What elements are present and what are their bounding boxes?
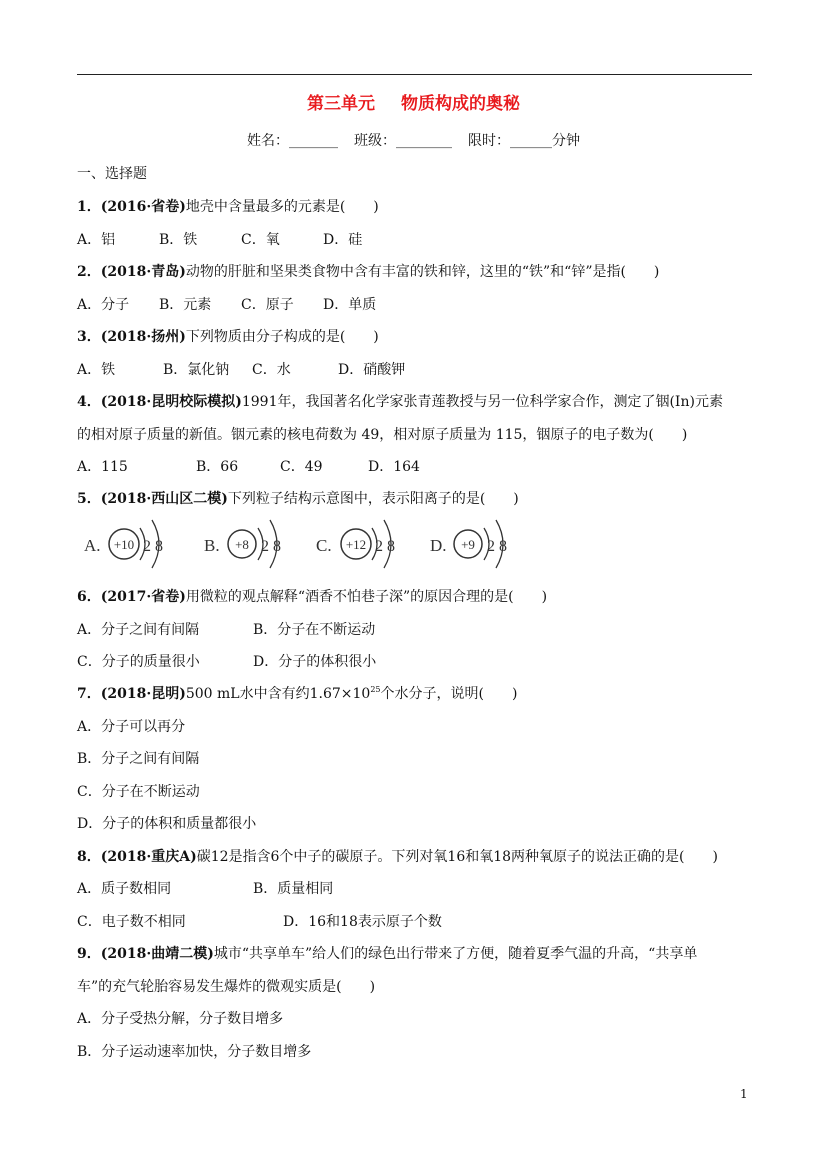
option-d[interactable]: D．硝酸钾 [338, 362, 406, 378]
question-text: 下列物质由分子构成的是( ) [185, 329, 379, 345]
question-source: (2018·扬州) [100, 329, 186, 345]
unit-label: 第三单元 [307, 94, 375, 114]
atom-diagram-d[interactable] [430, 514, 530, 576]
name-field[interactable]: 姓名：_______ [247, 133, 338, 149]
question-text: 碳12是指含6个中子的碳原子。下列对氧16和氧18两种氧原子的说法正确的是( ) [196, 849, 718, 865]
option-c[interactable]: C．原子 [241, 297, 294, 313]
question-1-options [77, 229, 362, 249]
header-rule [77, 74, 752, 75]
question-8-options-row2 [77, 911, 442, 931]
question-9-continued: 车”的充气轮胎容易发生爆炸的微观实质是( ) [77, 979, 376, 995]
option-letter: A. [84, 536, 101, 555]
question-source: (2018·曲靖二模) [100, 946, 214, 962]
option-b[interactable]: B．分子在不断运动 [253, 622, 376, 638]
page-number: 1 [740, 1087, 748, 1101]
question-source: (2018·昆明) [100, 686, 186, 702]
unit-topic: 物质构成的奥秘 [401, 94, 520, 114]
option-c[interactable]: C．分子在不断运动 [77, 784, 200, 800]
question-number: 9． [77, 946, 101, 962]
question-text: 用微粒的观点解释“酒香不怕巷子深”的原因合理的是( ) [185, 589, 548, 605]
option-b[interactable]: B．分子运动速率加快，分子数目增多 [77, 1044, 312, 1060]
option-d[interactable]: D．16和18表示原子个数 [283, 914, 442, 930]
section-heading: 一、选择题 [77, 166, 147, 182]
question-source: (2016·省卷) [100, 199, 186, 215]
question-number: 8． [77, 849, 101, 865]
question-8-options-row1 [77, 878, 333, 898]
question-1 [77, 196, 379, 216]
atom-diagram-b[interactable] [204, 514, 304, 576]
nucleus-charge: +9 [461, 537, 475, 552]
question-text-end: 个水分子，说明( ) [380, 686, 518, 702]
question-5 [77, 488, 519, 508]
option-d[interactable]: D．硅 [323, 232, 363, 248]
question-text: 1991年，我国著名化学家张青莲教授与另一位科学家合作，测定了铟(In)元素 [241, 394, 723, 410]
question-text: 500 mL水中含有约1.67×10 [185, 686, 371, 702]
option-b[interactable]: B．氯化钠 [163, 362, 230, 378]
option-c[interactable]: C．电子数不相同 [77, 914, 186, 930]
question-text: 动物的肝脏和坚果类食物中含有丰富的铁和锌，这里的“铁”和“锌”是指( ) [185, 264, 660, 280]
question-number: 7． [77, 686, 101, 702]
page-title [0, 89, 827, 114]
atom-diagram-c[interactable] [316, 514, 416, 576]
option-a[interactable]: A．分子可以再分 [77, 719, 186, 735]
question-4-options [77, 456, 420, 476]
option-d[interactable]: D．分子的体积和质量都很小 [77, 816, 257, 832]
question-source: (2018·昆明校际模拟) [100, 394, 242, 410]
option-b[interactable]: B．元素 [159, 297, 212, 313]
question-9 [77, 943, 697, 963]
option-c[interactable]: C．氧 [241, 232, 280, 248]
option-c[interactable]: C．49 [280, 459, 323, 475]
option-a[interactable]: A．铁 [77, 362, 116, 378]
question-number: 6． [77, 589, 101, 605]
option-d[interactable]: D．单质 [323, 297, 377, 313]
question-number: 3． [77, 329, 101, 345]
option-letter: B. [204, 536, 220, 555]
option-a[interactable]: A．分子 [77, 297, 130, 313]
option-a[interactable]: A．分子之间有间隔 [77, 622, 200, 638]
option-d[interactable]: D．分子的体积很小 [253, 654, 377, 670]
question-text: 地壳中含量最多的元素是( ) [185, 199, 379, 215]
option-d[interactable]: D．164 [368, 459, 420, 475]
question-2-options [77, 294, 376, 314]
question-number: 4． [77, 394, 101, 410]
option-letter: C. [316, 536, 332, 555]
question-source: (2018·重庆A) [100, 849, 197, 865]
atom-diagram-a[interactable] [84, 514, 184, 576]
time-field[interactable]: 限时：______分钟 [468, 133, 580, 149]
option-a[interactable]: A．铝 [77, 232, 116, 248]
electron-shells: 2 8 [487, 538, 507, 555]
question-number: 1． [77, 199, 101, 215]
option-b[interactable]: B．铁 [159, 232, 198, 248]
option-letter: D. [430, 536, 447, 555]
question-3-options [77, 359, 405, 379]
option-a[interactable]: A．质子数相同 [77, 881, 172, 897]
nucleus-charge: +8 [235, 537, 249, 552]
question-source: (2018·西山区二模) [100, 491, 228, 507]
student-info [0, 130, 827, 150]
nucleus-charge: +10 [113, 537, 135, 552]
question-3 [77, 326, 379, 346]
question-4 [77, 391, 723, 411]
electron-shells: 2 8 [375, 538, 395, 555]
question-6-options-row2 [77, 651, 376, 671]
electron-shells: 2 8 [143, 538, 163, 555]
class-field[interactable]: 班级：________ [354, 133, 452, 149]
question-number: 2． [77, 264, 101, 280]
option-a[interactable]: A．分子受热分解，分子数目增多 [77, 1011, 284, 1027]
nucleus-charge: +12 [345, 537, 367, 552]
question-source: (2017·省卷) [100, 589, 186, 605]
option-c[interactable]: C．分子的质量很小 [77, 654, 200, 670]
question-4-continued: 的相对原子质量的新值。铟元素的核电荷数为 49，相对原子质量为 115，铟原子的电子数为( ) [77, 427, 688, 443]
option-a[interactable]: A．115 [77, 459, 128, 475]
question-8 [77, 846, 718, 866]
question-text: 城市“共享单车”给人们的绿色出行带来了方便，随着夏季气温的升高，“共享单 [213, 946, 698, 962]
option-c[interactable]: C．水 [252, 362, 291, 378]
electron-shells: 2 8 [261, 538, 281, 555]
question-text: 下列粒子结构示意图中，表示阳离子的是( ) [227, 491, 519, 507]
question-2 [77, 261, 659, 281]
option-b[interactable]: B．分子之间有间隔 [77, 751, 200, 767]
option-b[interactable]: B．66 [196, 459, 239, 475]
option-b[interactable]: B．质量相同 [253, 881, 334, 897]
exponent: 25 [370, 685, 381, 694]
question-number: 5． [77, 491, 101, 507]
question-6-options-row1 [77, 619, 375, 639]
question-6 [77, 586, 547, 606]
question-7 [77, 683, 517, 703]
question-source: (2018·青岛) [100, 264, 186, 280]
